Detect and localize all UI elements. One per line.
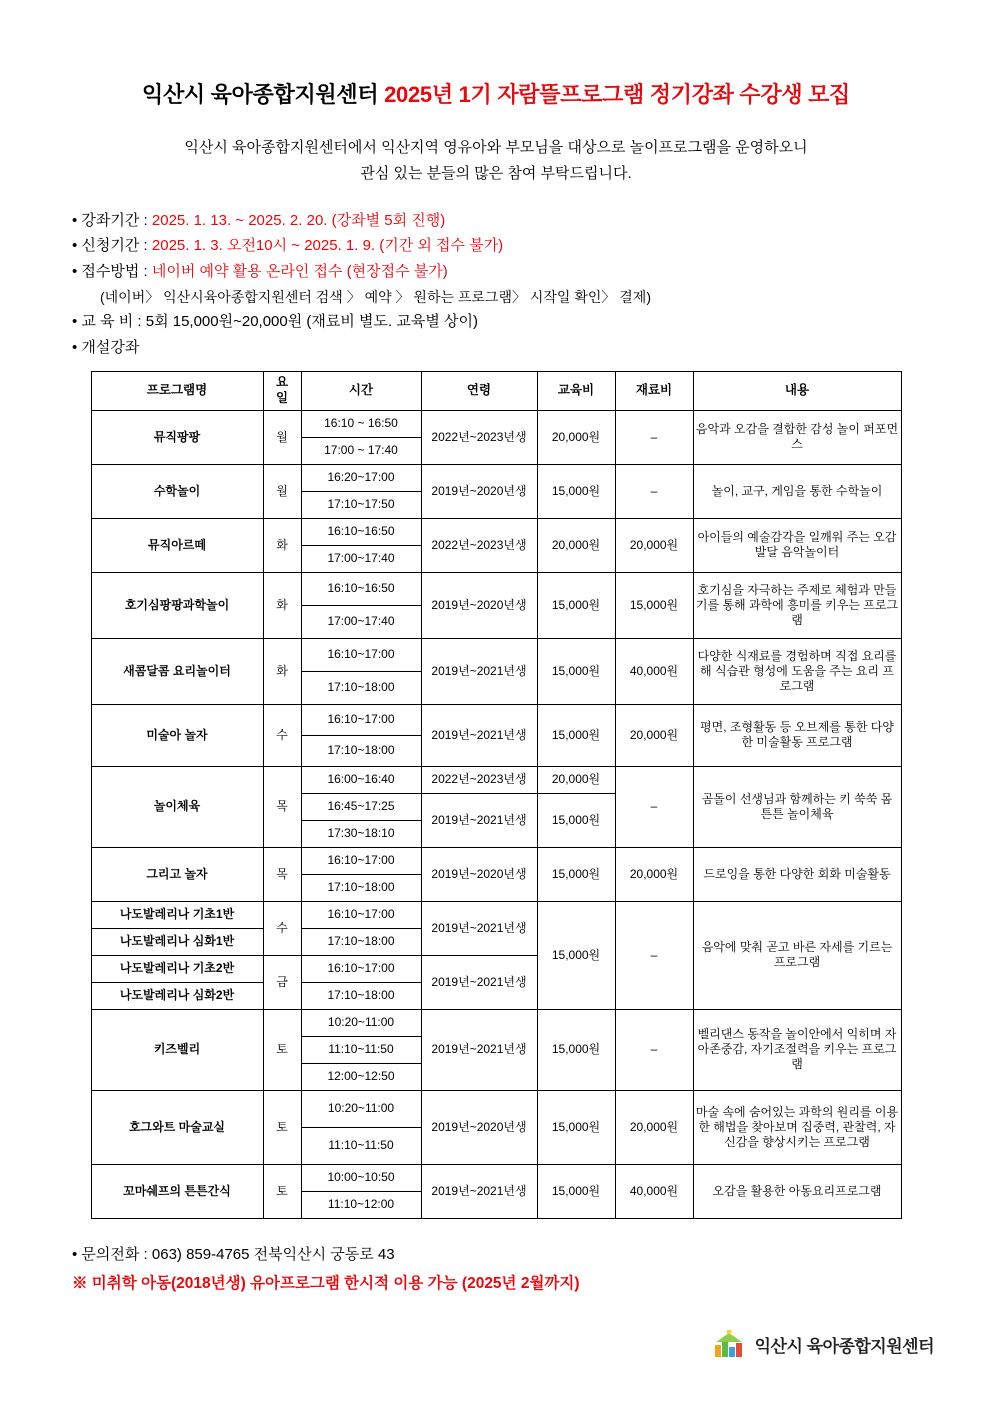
cell-day: 월 xyxy=(263,464,301,518)
table-row xyxy=(91,572,901,605)
cell-age: 2019년~2020년생 xyxy=(421,847,537,901)
cell-time: 12:00~12:50 xyxy=(301,1063,421,1090)
cell-time: 17:10~18:00 xyxy=(301,735,421,766)
cell-fee: 15,000원 xyxy=(537,1164,615,1218)
info-fee xyxy=(72,309,934,335)
logo-text: 익산시 육아종합지원센터 xyxy=(754,1336,934,1356)
cell-day: 화 xyxy=(263,572,301,638)
cell-material: – xyxy=(615,1009,693,1090)
th-day xyxy=(263,371,301,410)
cell-time: 11:10~12:00 xyxy=(301,1191,421,1218)
th-fee: 교육비 xyxy=(537,371,615,410)
cell-time: 11:10~11:50 xyxy=(301,1127,421,1164)
cell-day: 목 xyxy=(263,766,301,847)
info-method-label: 접수방법 : xyxy=(81,263,152,281)
cell-fee: 15,000원 xyxy=(537,901,615,1009)
cell-desc: 음악에 맞춰 곧고 바른 자세를 기르는 프로그램 xyxy=(693,901,901,1009)
cell-time: 11:10~11:50 xyxy=(301,1036,421,1063)
cell-material: 20,000원 xyxy=(615,518,693,572)
cell-desc: 다양한 식재료를 경험하며 직접 요리를 해 식습관 형성에 도움을 주는 요리 프로그램 xyxy=(693,638,901,704)
cell-program-name: 나도발레리나 기초1반 xyxy=(91,901,263,928)
info-period-tail: 진행) xyxy=(407,211,446,229)
cell-material: 40,000원 xyxy=(615,1164,693,1218)
info-apply-value: 2025. 1. 3. 오전10시 ~ 2025. 1. 9. (기간 외 접수 불가) xyxy=(151,237,504,255)
cell-time: 17:10~18:00 xyxy=(301,671,421,704)
table-row xyxy=(91,847,901,874)
table-row xyxy=(91,1090,901,1127)
cell-age: 2019년~2020년생 xyxy=(421,1090,537,1164)
cell-program-name: 나도발레리나 심화2반 xyxy=(91,982,263,1009)
table-row xyxy=(91,1164,901,1191)
cell-time: 17:00 ~ 17:40 xyxy=(301,437,421,464)
th-material: 재료비 xyxy=(615,371,693,410)
cell-time: 17:00~17:40 xyxy=(301,545,421,572)
cell-time: 16:00~16:40 xyxy=(301,766,421,793)
cell-age: 2019년~2021년생 xyxy=(421,901,537,955)
info-fee-label: 교 육 비 : xyxy=(81,312,146,330)
cell-fee: 15,000원 xyxy=(537,638,615,704)
table-row xyxy=(91,766,901,793)
cell-program-name: 수학놀이 xyxy=(91,464,263,518)
cell-age: 2019년~2021년생 xyxy=(421,638,537,704)
th-age: 연령 xyxy=(421,371,537,410)
cell-age: 2019년~2021년생 xyxy=(421,1164,537,1218)
cell-day: 토 xyxy=(263,1009,301,1090)
cell-time: 17:10~18:00 xyxy=(301,982,421,1009)
cell-program-name: 나도발레리나 심화1반 xyxy=(91,928,263,955)
cell-day: 금 xyxy=(263,955,301,1009)
table-row xyxy=(91,464,901,491)
cell-program-name: 뮤직아르떼 xyxy=(91,518,263,572)
cell-time: 17:30~18:10 xyxy=(301,820,421,847)
title-red-part: 2025년 1기 자람뜰프로그램 정기강좌 수강생 모집 xyxy=(384,82,850,107)
cell-material: 20,000원 xyxy=(615,1090,693,1164)
cell-material: 20,000원 xyxy=(615,704,693,766)
footer xyxy=(72,1241,934,1299)
cell-desc: 마술 속에 숨어있는 과학의 원리를 이용한 해법을 찾아보며 집중력, 관찰력, 자신감을 향상시키는 프로그램 xyxy=(693,1090,901,1164)
info-fee-value: 5회 15,000원~20,000원 (재료비 별도. 교육별 상이) xyxy=(145,312,478,330)
cell-age: 2019년~2021년생 xyxy=(421,955,537,1009)
info-period xyxy=(72,208,934,234)
info-courses-label: • 개설강좌 xyxy=(72,335,934,361)
cell-fee: 15,000원 xyxy=(537,464,615,518)
cell-fee: 15,000원 xyxy=(537,704,615,766)
cell-age: 2022년~2023년생 xyxy=(421,518,537,572)
cell-fee: 15,000원 xyxy=(537,793,615,847)
cell-desc: 음악과 오감을 결합한 감성 놀이 퍼포먼스 xyxy=(693,410,901,464)
cell-day: 토 xyxy=(263,1090,301,1164)
cell-time: 16:10~16:50 xyxy=(301,572,421,605)
table-row xyxy=(91,410,901,437)
cell-material: 40,000원 xyxy=(615,638,693,704)
cell-time: 16:10~17:00 xyxy=(301,704,421,735)
cell-program-name: 그리고 놀자 xyxy=(91,847,263,901)
title-black-part: 익산시 육아종합지원센터 xyxy=(142,82,385,107)
cell-time: 16:10~17:00 xyxy=(301,955,421,982)
cell-day: 토 xyxy=(263,1164,301,1218)
cell-desc: 곰돌이 선생님과 함께하는 키 쑥쑥 몸 튼튼 놀이체육 xyxy=(693,766,901,847)
cell-time: 16:10~17:00 xyxy=(301,901,421,928)
table-row xyxy=(91,1009,901,1036)
organization-logo xyxy=(713,1329,934,1359)
cell-age: 2022년~2023년생 xyxy=(421,766,537,793)
info-method xyxy=(72,259,934,285)
cell-desc: 아이들의 예술감각을 일깨워 주는 오감발달 음악놀이터 xyxy=(693,518,901,572)
cell-fee: 15,000원 xyxy=(537,572,615,638)
th-day-line1: 요 xyxy=(275,374,289,389)
info-apply xyxy=(72,233,934,259)
intro-line-1: 익산시 육아종합지원센터에서 익산지역 영유아와 부모님을 대상으로 놀이프로그램을 운영하오니 xyxy=(184,139,808,156)
table-row xyxy=(91,901,901,928)
cell-fee: 15,000원 xyxy=(537,1090,615,1164)
cell-program-name: 나도발레리나 기초2반 xyxy=(91,955,263,982)
cell-time: 10:00~10:50 xyxy=(301,1164,421,1191)
cell-time: 16:10~17:00 xyxy=(301,638,421,671)
cell-material: 15,000원 xyxy=(615,572,693,638)
cell-time: 16:20~17:00 xyxy=(301,464,421,491)
cell-desc: 평면, 조형활동 등 오브제를 통한 다양한 미술활동 프로그램 xyxy=(693,704,901,766)
cell-day: 목 xyxy=(263,847,301,901)
th-time: 시간 xyxy=(301,371,421,410)
info-method-sub: (네이버〉 익산시육아종합지원센터 검색 〉 예약 〉 원하는 프로그램〉 시작일 확인〉 결제) xyxy=(100,288,651,305)
cell-time: 16:10 ~ 16:50 xyxy=(301,410,421,437)
cell-material: – xyxy=(615,901,693,1009)
cell-fee: 20,000원 xyxy=(537,518,615,572)
cell-day: 수 xyxy=(263,704,301,766)
cell-desc: 오감을 활용한 아동요리프로그램 xyxy=(693,1164,901,1218)
th-day-line2: 일 xyxy=(275,390,289,405)
footer-contact: • 문의전화 : 063) 859-4765 전북익산시 궁동로 43 xyxy=(72,1241,934,1270)
table-row xyxy=(91,704,901,735)
cell-time: 17:10~17:50 xyxy=(301,491,421,518)
cell-time: 16:45~17:25 xyxy=(301,793,421,820)
cell-material: – xyxy=(615,410,693,464)
cell-program-name: 놀이체육 xyxy=(91,766,263,847)
cell-time: 10:20~11:00 xyxy=(301,1090,421,1127)
cell-fee: 15,000원 xyxy=(537,1009,615,1090)
cell-program-name: 미술아 놀자 xyxy=(91,704,263,766)
cell-fee: 20,000원 xyxy=(537,410,615,464)
cell-age: 2019년~2021년생 xyxy=(421,704,537,766)
cell-day: 화 xyxy=(263,518,301,572)
intro-line-2: 관심 있는 분들의 많은 참여 부탁드립니다. xyxy=(360,165,632,183)
table-row xyxy=(91,638,901,671)
cell-age: 2019년~2021년생 xyxy=(421,793,537,847)
cell-time: 17:10~18:00 xyxy=(301,874,421,901)
cell-time: 16:10~16:50 xyxy=(301,518,421,545)
cell-day: 월 xyxy=(263,410,301,464)
cell-program-name: 꼬마쉐프의 튼튼간식 xyxy=(91,1164,263,1218)
cell-material: – xyxy=(615,464,693,518)
info-period-highlight: 5회 xyxy=(384,211,408,229)
cell-day: 수 xyxy=(263,901,301,955)
center-logo-icon xyxy=(713,1329,747,1359)
cell-material: – xyxy=(615,766,693,847)
cell-desc: 벨리댄스 동작을 놀이안에서 익히며 자아존중감, 자기조절력을 키우는 프로그램 xyxy=(693,1009,901,1090)
cell-fee: 15,000원 xyxy=(537,847,615,901)
intro-text xyxy=(58,135,934,188)
table-header-row xyxy=(91,371,901,410)
footer-note: ※ 미취학 아동(2018년생) 유아프로그램 한시적 이용 가능 (2025년 2월까지) xyxy=(72,1275,580,1293)
cell-program-name: 호기심팡팡과학놀이 xyxy=(91,572,263,638)
cell-time: 10:20~11:00 xyxy=(301,1009,421,1036)
info-period-label: 강좌기간 : xyxy=(81,211,152,229)
info-list xyxy=(72,208,934,361)
cell-age: 2022년~2023년생 xyxy=(421,410,537,464)
cell-desc: 호기심을 자극하는 주제로 체험과 만들기를 통해 과학에 흥미를 키우는 프로그램 xyxy=(693,572,901,638)
cell-desc: 놀이, 교구, 게임을 통한 수학놀이 xyxy=(693,464,901,518)
cell-time: 17:00~17:40 xyxy=(301,605,421,638)
cell-age: 2019년~2020년생 xyxy=(421,464,537,518)
page-title xyxy=(58,78,934,109)
cell-material: 20,000원 xyxy=(615,847,693,901)
cell-program-name: 새콤달콤 요리놀이터 xyxy=(91,638,263,704)
th-program: 프로그램명 xyxy=(91,371,263,410)
cell-desc: 드로잉을 통한 다양한 회화 미술활동 xyxy=(693,847,901,901)
th-content: 내용 xyxy=(693,371,901,410)
courses-table xyxy=(91,371,902,1219)
cell-day: 화 xyxy=(263,638,301,704)
cell-program-name: 뮤직팡팡 xyxy=(91,410,263,464)
cell-time: 17:10~18:00 xyxy=(301,928,421,955)
cell-age: 2019년~2020년생 xyxy=(421,572,537,638)
table-row xyxy=(91,518,901,545)
info-apply-label: 신청기간 : xyxy=(81,237,152,255)
cell-time: 16:10~17:00 xyxy=(301,847,421,874)
cell-program-name: 키즈벨리 xyxy=(91,1009,263,1090)
cell-fee: 20,000원 xyxy=(537,766,615,793)
cell-program-name: 호그와트 마술교실 xyxy=(91,1090,263,1164)
info-period-value: 2025. 1. 13. ~ 2025. 2. 20. (강좌별 xyxy=(151,211,385,229)
cell-age: 2019년~2021년생 xyxy=(421,1009,537,1090)
info-method-value: 네이버 예약 활용 온라인 접수 (현장접수 불가) xyxy=(151,263,448,281)
